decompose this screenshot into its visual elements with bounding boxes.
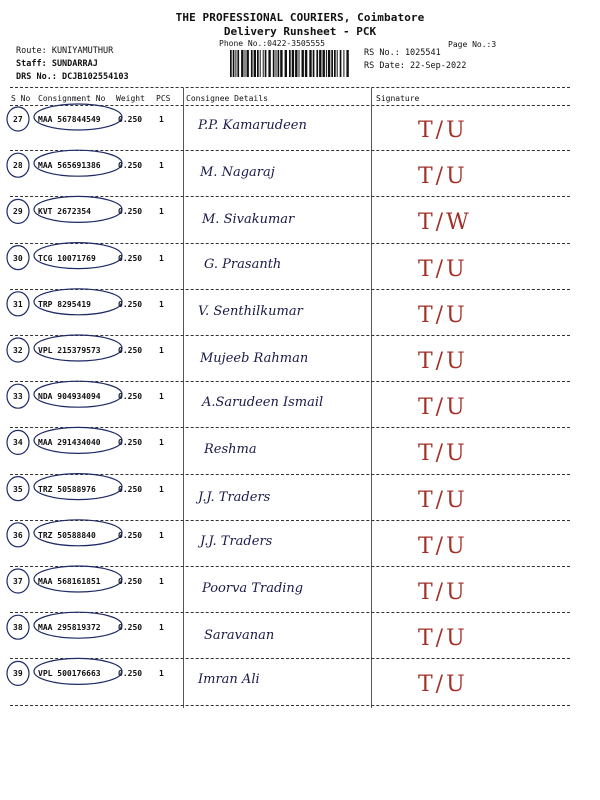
row-signature: T/U [418,302,468,328]
row-signature: T/U [418,672,468,698]
row-weight: 0.250 [118,207,143,217]
row-sno: 36 [13,530,23,540]
row-sno: 35 [13,484,23,494]
column-header-sno: S No [11,94,31,103]
page-number: Page No.:3 [448,40,497,49]
barcode-icon [230,50,352,77]
row-consignee: Imran Ali [198,672,260,688]
row-sno: 39 [13,669,23,679]
staff-label: Staff: SUNDARRAJ [16,59,98,69]
row-consignment-no: TRZ 50588976 [38,484,96,494]
row-consignment-no: KVT 2672354 [38,207,91,217]
row-consignment-no: MAA 291434040 [38,438,101,448]
row-consignee: Poorva Trading [202,581,304,596]
header-divider-top [10,87,570,88]
row-consignee: G. Prasanth [204,256,282,272]
row-weight: 0.250 [118,299,143,309]
rs-date: RS Date: 22-Sep-2022 [364,61,467,71]
row-consignment-no: MAA 567844549 [38,115,101,124]
row-signature: T/U [418,533,468,559]
row-weight: 0.250 [118,161,143,171]
row-consignee: M. Sivakumar [202,212,295,228]
row-consignee: V. Senthilkumar [198,303,303,319]
row-signature: T/U [418,256,468,282]
row-consignee: A.Sarudeen Ismail [202,395,324,411]
row-sno: 38 [13,623,23,633]
table-row [0,478,600,524]
row-signature: T/U [418,580,468,605]
phone-number: Phone No.:0422-3505555 [219,39,325,48]
row-consignee: J.J. Traders [198,489,271,505]
row-divider [10,520,570,521]
row-consignment-no: MAA 565691386 [38,161,101,171]
row-signature: T/U [418,118,468,143]
row-pcs: 1 [159,299,164,309]
column-header-signature: Signature [376,94,420,103]
row-consignment-no: VPL 215379573 [38,346,101,355]
column-header-weight: Weight [116,94,145,103]
row-pcs: 1 [159,530,164,540]
row-divider [10,566,570,567]
row-consignment-no: NDA 904934094 [38,392,101,402]
row-pcs: 1 [159,346,164,355]
row-weight: 0.250 [118,438,143,448]
row-sno: 34 [13,438,23,448]
row-consignment-no: TRP 8295419 [38,299,91,309]
row-divider [10,243,570,244]
row-divider [10,474,570,475]
row-consignee: Reshma [204,442,257,458]
row-consignee: Mujeeb Rahman [200,351,309,366]
route-label: Route: KUNIYAMUTHUR [16,46,114,56]
row-divider [10,381,570,382]
row-divider [10,150,570,151]
row-weight: 0.250 [118,392,143,402]
row-weight: 0.250 [118,115,143,124]
row-signature: T/U [418,626,468,652]
row-weight: 0.250 [118,484,143,494]
rs-number: RS No.: 1025541 [364,48,441,58]
row-signature: T/U [418,349,468,374]
table-row [0,662,600,708]
row-sno: 31 [13,299,23,309]
row-weight: 0.250 [118,577,143,586]
row-sno: 33 [13,392,23,402]
row-divider [10,427,570,428]
table-row [0,200,600,246]
drs-number: DRS No.: DCJB102554103 [16,72,129,82]
table-row [0,385,600,431]
row-divider [10,705,570,706]
table-row [0,524,600,570]
row-signature: T/W [418,210,472,236]
company-title: THE PROFESSIONAL COURIERS, Coimbatore [175,11,425,24]
row-divider [10,335,570,336]
row-pcs: 1 [159,115,164,124]
row-pcs: 1 [159,623,164,633]
row-weight: 0.250 [118,530,143,540]
table-row [0,616,600,662]
row-consignee: Saravanan [204,628,275,644]
table-row [0,293,600,339]
table-row [0,154,600,200]
row-sno: 28 [13,161,23,171]
row-consignment-no: VPL 500176663 [38,669,101,679]
row-consignment-no: TCG 10071769 [38,253,96,263]
table-row [0,247,600,293]
column-header-consignee: Consignee Details [186,94,268,103]
row-pcs: 1 [159,577,164,586]
table-row [0,339,600,385]
row-signature: T/U [418,164,468,190]
row-weight: 0.250 [118,253,143,263]
row-weight: 0.250 [118,346,143,355]
row-consignment-no: MAA 295819372 [38,623,101,633]
row-pcs: 1 [159,161,164,171]
header-divider-bottom [10,105,570,106]
row-sno: 30 [13,253,23,263]
row-consignee: J.J. Traders [200,533,273,549]
row-consignee: P.P. Kamarudeen [198,118,307,133]
row-sno: 29 [13,207,23,217]
row-pcs: 1 [159,392,164,402]
row-divider [10,612,570,613]
row-pcs: 1 [159,484,164,494]
table-row [0,108,600,154]
row-sno: 27 [13,115,23,124]
row-sno: 37 [13,577,23,586]
row-divider [10,196,570,197]
row-weight: 0.250 [118,669,143,679]
row-signature: T/U [418,487,468,513]
table-row [0,570,600,616]
row-divider [10,289,570,290]
row-pcs: 1 [159,253,164,263]
row-pcs: 1 [159,207,164,217]
row-signature: T/U [418,395,468,421]
row-sno: 32 [13,346,23,355]
row-weight: 0.250 [118,623,143,633]
runsheet-title: Delivery Runsheet - PCK [223,25,377,38]
column-header-pcs: PCS [156,94,171,103]
row-consignment-no: MAA 568161851 [38,577,101,586]
table-row [0,431,600,477]
row-signature: T/U [418,441,468,467]
column-header-consignment: Consignment No [38,94,106,103]
row-consignee: M. Nagaraj [200,165,275,181]
row-pcs: 1 [159,669,164,679]
row-consignment-no: TRZ 50588840 [38,530,96,540]
row-pcs: 1 [159,438,164,448]
row-divider [10,658,570,659]
